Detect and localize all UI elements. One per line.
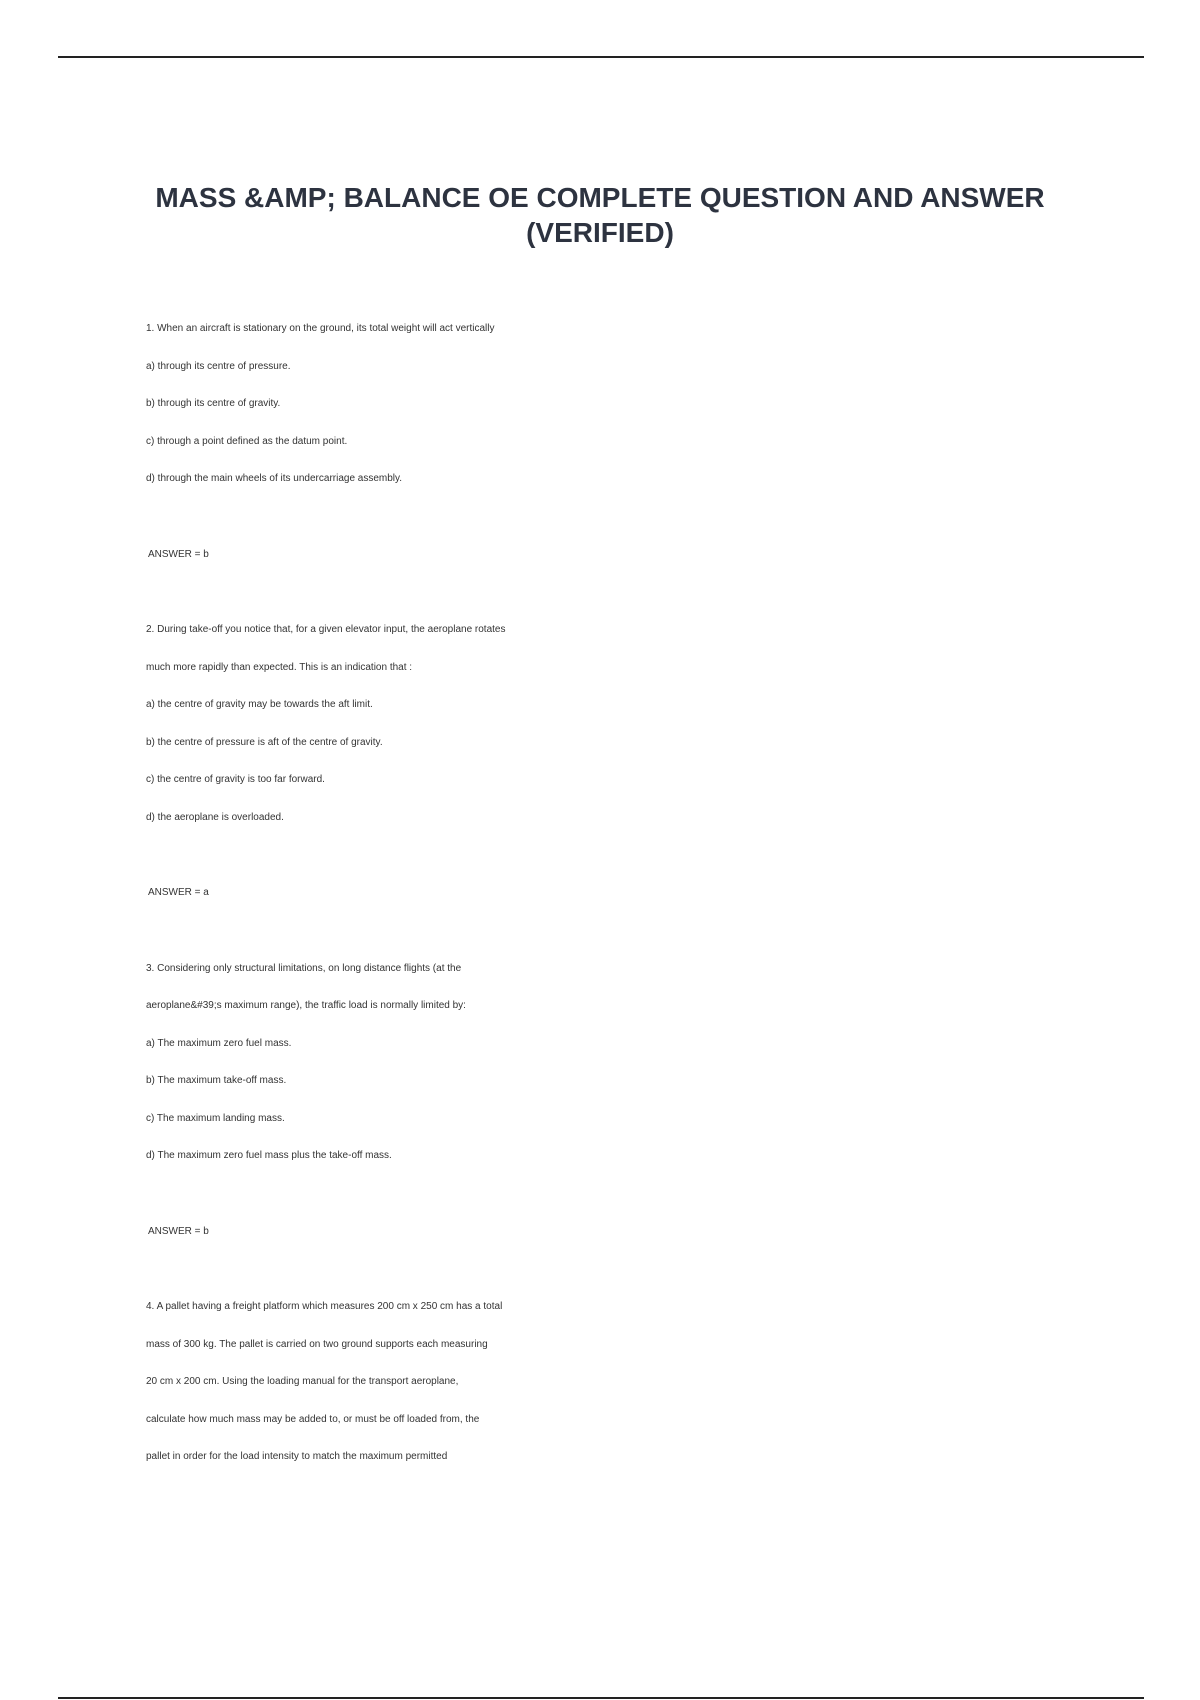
question-4 — [146, 1288, 606, 1476]
question-stem: 20 cm x 200 cm. Using the loading manual for the transport aeroplane, — [146, 1376, 459, 1387]
header-rule — [58, 56, 1144, 58]
answer-key: ANSWER = b — [148, 1225, 209, 1237]
answer-option-a: a) through its centre of pressure. — [146, 360, 291, 372]
answer-option-d: d) through the main wheels of its undercarriage assembly. — [146, 473, 403, 484]
question-stem: pallet in order for the load intensity to match the maximum permitted — [146, 1451, 448, 1462]
question-stem: aeroplane&#39;s maximum range), the traffic load is normally limited by: — [146, 1000, 466, 1011]
question-1 — [146, 310, 606, 573]
question-2 — [146, 611, 606, 912]
question-stem: calculate how much mass may be added to, or must be off loaded from, the — [146, 1413, 480, 1425]
answer-option-d: d) the aeroplane is overloaded. — [146, 811, 284, 823]
answer-key: ANSWER = a — [148, 887, 209, 898]
document-title: MASS &AMP; BALANCE OE COMPLETE QUESTION AND ANSWER (VERIFIED) — [155, 182, 1045, 248]
answer-option-d: d) The maximum zero fuel mass plus the take-off mass. — [146, 1150, 392, 1161]
answer-option-b: b) through its centre of gravity. — [146, 398, 281, 409]
question-stem: 4. A pallet having a freight platform which measures 200 cm x 250 cm has a total — [146, 1301, 503, 1312]
answer-option-c: c) through a point defined as the datum point. — [146, 435, 348, 447]
footer-rule — [58, 1697, 1144, 1699]
answer-option-a: a) the centre of gravity may be towards the aft limit. — [146, 699, 373, 710]
answer-key: ANSWER = b — [148, 548, 209, 560]
question-stem: much more rapidly than expected. This is an indication that : — [146, 661, 413, 673]
answer-option-b: b) the centre of pressure is aft of the centre of gravity. — [146, 736, 383, 748]
answer-option-c: c) The maximum landing mass. — [146, 1112, 285, 1124]
question-stem: 1. When an aircraft is stationary on the ground, its total weight will act vertically — [146, 323, 495, 334]
question-stem: mass of 300 kg. The pallet is carried on two ground supports each measuring — [146, 1338, 488, 1350]
question-3 — [146, 950, 606, 1251]
question-stem: 2. During take-off you notice that, for a given elevator input, the aeroplane rotates — [146, 624, 506, 635]
question-stem: 3. Considering only structural limitations, on long distance flights (at the — [146, 962, 462, 974]
answer-option-b: b) The maximum take-off mass. — [146, 1075, 287, 1086]
question-list — [146, 310, 606, 1476]
answer-option-c: c) the centre of gravity is too far forward. — [146, 774, 325, 785]
answer-option-a: a) The maximum zero fuel mass. — [146, 1037, 292, 1049]
